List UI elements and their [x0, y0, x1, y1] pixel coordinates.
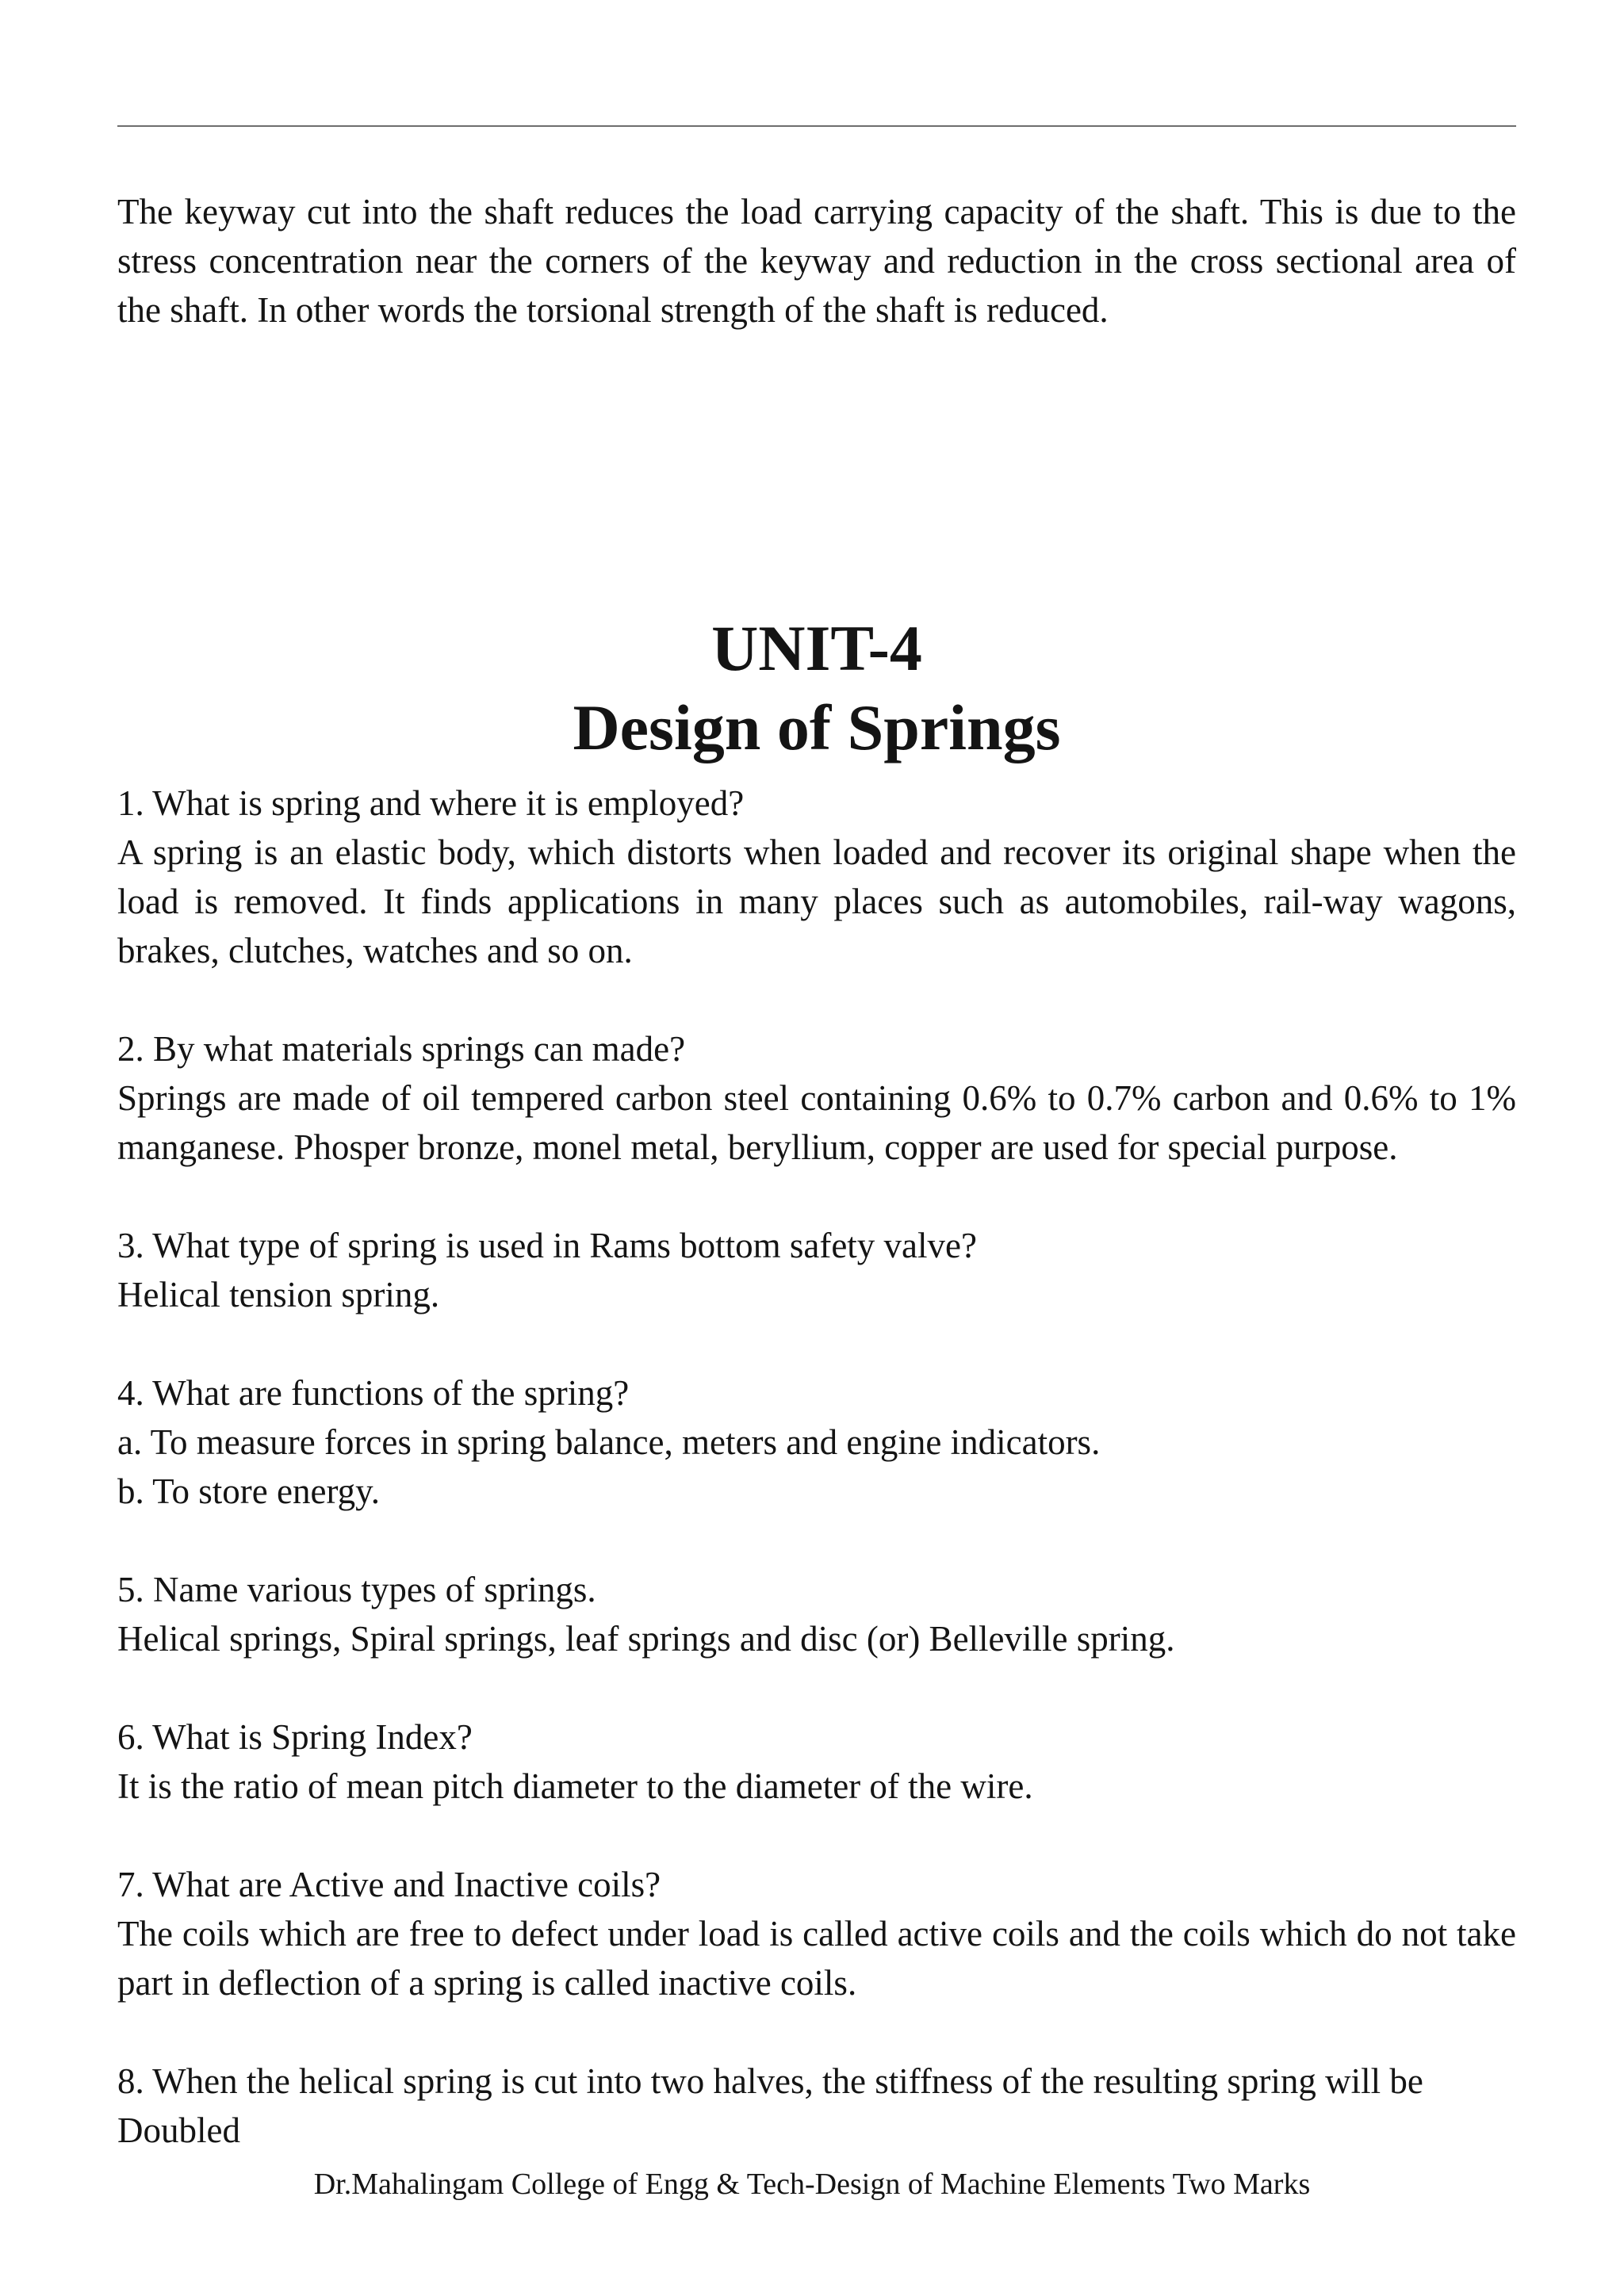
qa-item	[117, 1024, 1516, 1172]
question-text: 6. What is Spring Index?	[117, 1717, 473, 1757]
question-text: 8. When the helical spring is cut into two halves, the stiffness of the resulting spring will be	[117, 2061, 1423, 2101]
qa-item	[117, 779, 1516, 975]
qa-item	[117, 1860, 1516, 2007]
header-rule	[117, 125, 1516, 127]
qa-item	[117, 1712, 1516, 1811]
question-text: 4. What are functions of the spring?	[117, 1373, 630, 1413]
question-text: 3. What type of spring is used in Rams bottom safety valve?	[117, 1226, 977, 1265]
unit-subtitle: Design of Springs	[573, 691, 1061, 763]
page-footer: Dr.Mahalingam College of Engg & Tech-Design of Machine Elements Two Marks	[313, 2168, 1311, 2201]
answer-text: A spring is an elastic body, which distorts when loaded and recover its original shape when the load is removed. It finds applications in many places such as automobiles, rail-way wagons, brakes, clutches, watches and so on.	[117, 832, 1516, 970]
qa-item	[117, 1221, 1516, 1319]
question-text: 7. What are Active and Inactive coils?	[117, 1865, 661, 1904]
question-list	[117, 779, 1516, 2155]
qa-item	[117, 1565, 1516, 1663]
qa-item	[117, 2057, 1516, 2155]
question-text: 2. By what materials springs can made?	[117, 1029, 686, 1069]
answer-text: a. To measure forces in spring balance, meters and engine indicators.	[117, 1422, 1101, 1462]
answer-text: Doubled	[117, 2110, 240, 2150]
unit-title: UNIT-4	[711, 612, 922, 684]
intro-paragraph: The keyway cut into the shaft reduces the load carrying capacity of the shaft. This is due to the stress concentration near the corners of the keyway and reduction in the cross sectional area of the shaft. In other words the torsional strength of the shaft is reduced.	[117, 192, 1516, 330]
answer-text: b. To store energy.	[117, 1471, 380, 1511]
answer-text: Helical tension spring.	[117, 1275, 440, 1314]
answer-text: Springs are made of oil tempered carbon steel containing 0.6% to 0.7% carbon and 0.6% to 1% manganese. Phosper bronze, monel metal, beryllium, copper are used for special purpose.	[117, 1078, 1516, 1167]
answer-text: The coils which are free to defect under load is called active coils and the coils which do not take part in deflection of a spring is called inactive coils.	[117, 1914, 1516, 2003]
answer-text: It is the ratio of mean pitch diameter to the diameter of the wire.	[117, 1766, 1033, 1806]
question-text: 5. Name various types of springs.	[117, 1570, 596, 1609]
qa-item	[117, 1368, 1516, 1516]
question-text: 1. What is spring and where it is employed?	[117, 783, 745, 823]
answer-text: Helical springs, Spiral springs, leaf springs and disc (or) Belleville spring.	[117, 1619, 1175, 1659]
page-content	[117, 187, 1516, 2204]
